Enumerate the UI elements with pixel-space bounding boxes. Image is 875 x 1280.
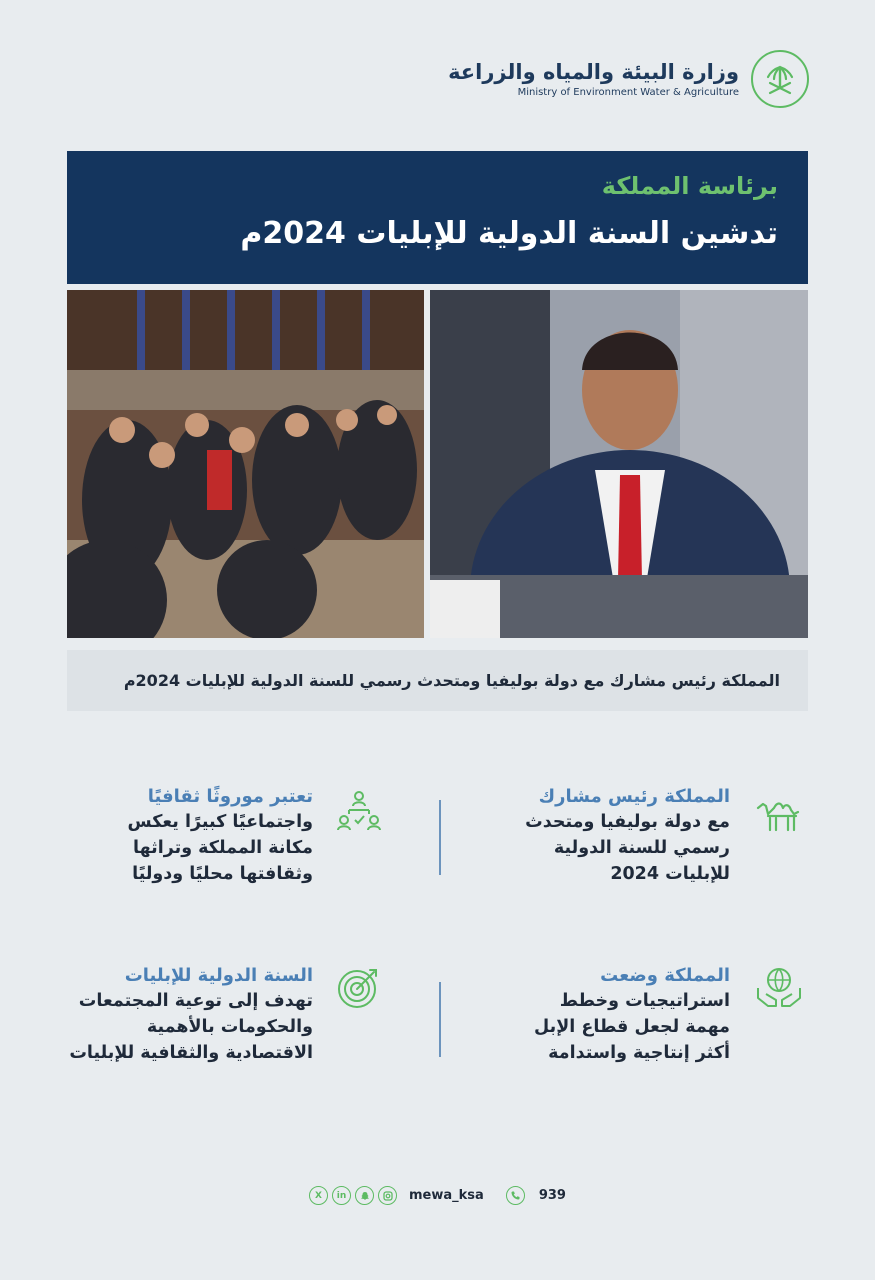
divider — [439, 982, 441, 1057]
globe-hands-icon — [754, 962, 804, 1012]
audience-photo — [67, 290, 424, 638]
fact-body-line: والحكومات بالأهمية — [146, 1016, 313, 1037]
banner-subtitle: برئاسة المملكة — [601, 172, 778, 200]
fact-body-line: للإبليات 2024 — [610, 863, 730, 884]
x-icon[interactable]: X — [309, 1186, 328, 1205]
instagram-icon[interactable] — [378, 1186, 397, 1205]
fact-body-line: مكانة المملكة وتراثها — [133, 837, 313, 858]
title-banner — [67, 151, 808, 284]
phone-number[interactable]: 939 — [538, 1188, 566, 1203]
footer — [0, 1186, 875, 1205]
fact-body-line: مهمة لجعل قطاع الإبل — [534, 1016, 730, 1037]
fact-body-line: واجتماعيًا كبيرًا يعكس — [127, 812, 313, 832]
fact-title: السنة الدولية للإبليات — [124, 965, 313, 986]
fact-body-line: رسمي للسنة الدولية — [553, 837, 730, 858]
speaker-photo — [430, 290, 808, 638]
ministry-name-en: Ministry of Environment Water & Agriculture — [517, 87, 739, 99]
ministry-logo — [448, 50, 809, 108]
caption-text: المملكة رئيس مشارك مع دولة بوليفيا ومتحدث رسمي للسنة الدولية للإبليات 2024م — [123, 671, 780, 690]
fact-cultural-heritage — [53, 783, 313, 888]
fact-body-line: مع دولة بوليفيا ومتحدث — [525, 812, 730, 832]
phone-icon — [506, 1186, 525, 1205]
banner-title: تدشين السنة الدولية للإبليات 2024م — [240, 216, 778, 252]
camel-icon — [754, 788, 804, 838]
target-icon — [334, 962, 384, 1012]
people-network-icon — [334, 786, 384, 836]
linkedin-icon[interactable]: in — [332, 1186, 351, 1205]
fact-body-line: تهدف إلى توعية المجتمعات — [78, 991, 313, 1011]
fact-title: المملكة وضعت — [600, 965, 730, 986]
fact-body-line: أكثر إنتاجية واستدامة — [548, 1042, 730, 1063]
fact-title: تعتبر موروثًا ثقافيًا — [147, 786, 313, 807]
ministry-name-ar: وزارة البيئة والمياه والزراعة — [448, 59, 739, 84]
fact-body-line: الاقتصادية والثقافية للإبليات — [69, 1042, 313, 1063]
ministry-name — [448, 60, 739, 98]
social-handle[interactable]: mewa_ksa — [409, 1188, 484, 1203]
fact-body-line: استراتيجيات وخطط — [559, 991, 730, 1011]
photo-caption — [67, 650, 808, 711]
snapchat-icon[interactable] — [355, 1186, 374, 1205]
fact-body-line: وثقافتها محليًا ودوليًا — [132, 863, 313, 884]
fact-strategies — [490, 962, 730, 1067]
palm-emblem-icon — [751, 50, 809, 108]
fact-title: المملكة رئيس مشارك — [538, 786, 730, 807]
social-links — [309, 1186, 397, 1205]
divider — [439, 800, 441, 875]
fact-co-chair — [490, 783, 730, 888]
fact-international-year — [33, 962, 313, 1067]
